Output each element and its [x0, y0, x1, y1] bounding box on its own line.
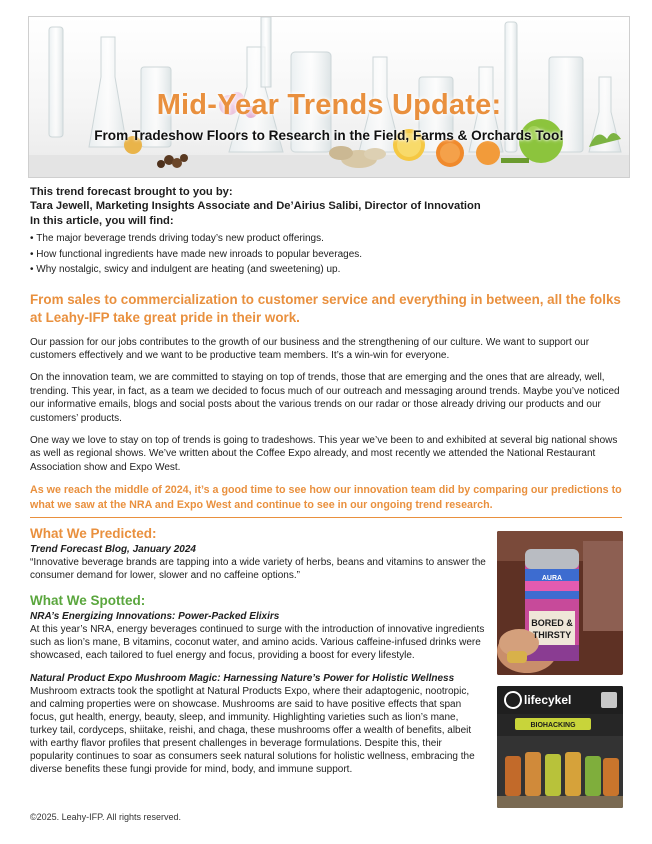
article-body — [30, 185, 624, 513]
display-brand: lifecykel — [524, 693, 572, 707]
find-heading: In this article, you will find: — [30, 215, 174, 227]
predicted-source: Trend Forecast Blog, January 2024 — [30, 544, 196, 555]
paragraph: Our passion for our jobs contributes to the growth of our business and the strengthening of our culture. We want to support our customers effectively and we want to be productive team members. It’s a win-win for everyone. — [30, 336, 590, 361]
paragraph: One way we love to stay on top of trends is going to tradeshows. This year we’ve been to and exhibited at several big national shows as well as regional shows. We’ve written about the Coffee Expo already, and most recently we attended the National Restaurant Association show and Expo West. — [30, 434, 618, 473]
highlight-statement: As we reach the middle of 2024, it’s a good time to see how our innovation team did by comparing our predictions to what we saw at the NRA and Expo West and continue to see in our ongoing trend research. — [30, 484, 622, 512]
authors: Tara Jewell, Marketing Insights Associate and De’Airius Salibi, Director of Innovation — [30, 200, 481, 212]
can-text-line: BORED & — [531, 618, 573, 628]
list-item: • Why nostalgic, swicy and indulgent are heating (and sweetening) up. — [30, 262, 624, 278]
spotted-item-title: Natural Product Expo Mushroom Magic: Harnessing Nature’s Power for Holistic Wellness — [30, 673, 455, 684]
credit-label: This trend forecast brought to you by: — [30, 186, 233, 198]
energy-drink-photo — [497, 531, 623, 675]
copyright-footer: ©2025. Leahy-IFP. All rights reserved. — [30, 812, 182, 822]
spotted-item-title: NRA’s Energizing Innovations: Power-Packed Elixirs — [30, 611, 280, 622]
mushroom-display-photo — [497, 686, 623, 808]
page-subtitle: From Tradeshow Floors to Research in the Field, Farms & Orchards Too! — [94, 128, 564, 143]
section-divider — [30, 517, 622, 518]
predicted-heading: What We Predicted: — [30, 526, 157, 541]
spotted-item-text: At this year’s NRA, energy beverages continued to surge with the introduction of innovative ingredients such as lion’s mane, B vitamins, coconut water, and amino acids. Various caffeine-infused drinks were showcased, each tailored to fuel energy and focus, providing a boost for every lifestyle. — [30, 624, 485, 661]
display-badge: BIOHACKING — [530, 722, 576, 729]
lead-statement: From sales to commercialization to customer service and everything in between, all the folks at Leahy-IFP take great pride in their work. — [30, 291, 621, 325]
list-item: • How functional ingredients have made new inroads to popular beverages. — [30, 247, 624, 263]
trend-comparison — [30, 525, 486, 776]
hero-banner — [28, 16, 630, 178]
spotted-heading: What We Spotted: — [30, 593, 146, 608]
spotted-item-text: Mushroom extracts took the spotlight at Natural Products Expo, where their adaptogenic, nootropic, and calming properties were on showcase. Mushrooms are said to have positive effects that span focus, gut health, energy, beauty, sleep, and immunity. Highlighting varieties such as lion’s mane, turkey tail, cordyceps, shiitake, reishi, and chaga, these mushrooms offer a wealth of benefits, albeit with earthy flavor profiles that present challenges in beverage formulations. Despite this, their popularity continues to soar as consumers seek natural solutions for holistic wellness, embracing the diverse benefits these fungi provide for mind, body, and immune support. — [30, 686, 475, 775]
findings-list — [30, 231, 624, 278]
can-brand-text: AURA — [541, 575, 563, 582]
list-item: • The major beverage trends driving today’s new product offerings. — [30, 231, 624, 247]
predicted-quote: “Innovative beverage brands are tapping into a wide variety of herbs, beans and vitamins to answer the consumer demand for lower, slower and no caffeine options.” — [30, 557, 486, 581]
can-text-line: THIRSTY — [532, 630, 572, 640]
page-title: Mid-Year Trends Update: — [156, 89, 502, 121]
paragraph: On the innovation team, we are committed to staying on top of trends, those that are emerging and the ones that are already, well, trending. This year, in fact, as a team we decided to focus much of our outreach and messaging around trends. Maybe you’ve noticed our informative emails, blogs and social posts about the various trends on our radar or those already driving our products and our customers’ products. — [30, 372, 620, 424]
